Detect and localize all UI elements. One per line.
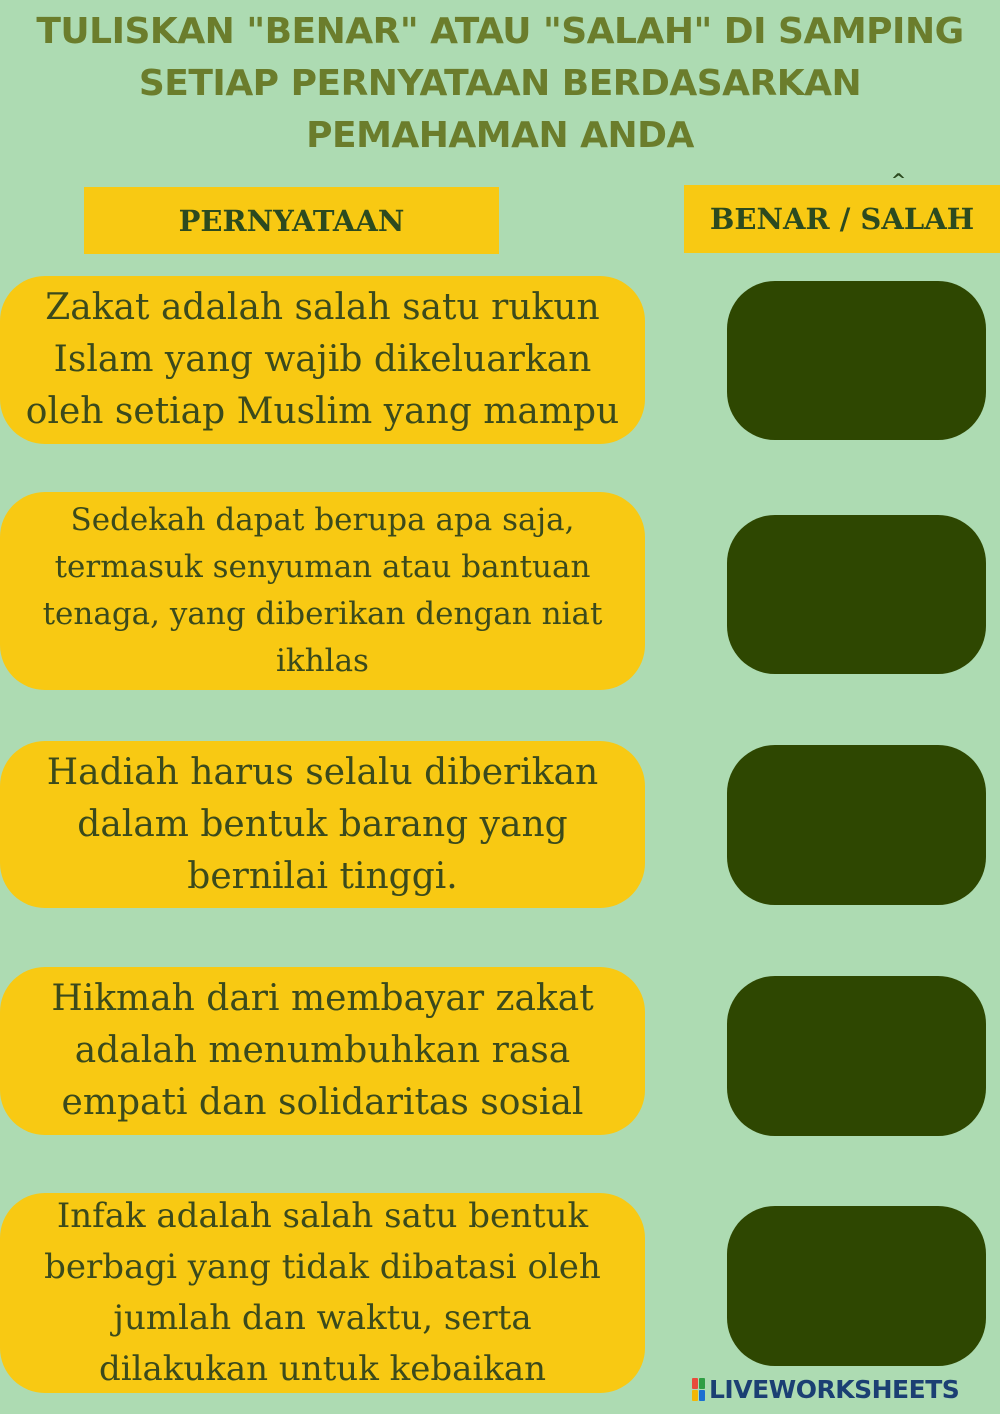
statement-card (0, 492, 645, 690)
statement-line: ikhlas (276, 643, 369, 679)
page-title (0, 6, 1000, 162)
logo-icon (692, 1378, 705, 1401)
statement-line: dilakukan untuk kebaikan (98, 1349, 547, 1389)
caret-mark: ^ (891, 170, 907, 191)
statement-line: empati dan solidaritas sosial (61, 1082, 584, 1123)
statement-line: oleh setiap Muslim yang mampu (25, 391, 620, 432)
logo-text: LIVEWORKSHEETS (709, 1374, 960, 1404)
statement-line: Islam yang wajib dikeluarkan (53, 339, 592, 380)
statement-column-header: PERNYATAAN (84, 187, 499, 254)
answer-input[interactable] (727, 281, 986, 440)
statement-line: bernilai tinggi. (187, 855, 458, 897)
logo-block (699, 1378, 705, 1389)
logo-block (692, 1378, 698, 1389)
statement-line: jumlah dan waktu, serta (113, 1298, 532, 1338)
title-line: PEMAHAMAN ANDA (306, 115, 694, 156)
statement-line: Zakat adalah salah satu rukun (45, 287, 600, 328)
statement-card (0, 1193, 645, 1393)
statement-line: Hikmah dari membayar zakat (51, 978, 594, 1019)
logo-block (699, 1390, 705, 1401)
answer-input[interactable] (727, 1206, 986, 1366)
answer-input[interactable] (727, 976, 986, 1136)
answer-column-header: BENAR / SALAH (684, 185, 1000, 253)
statement-card (0, 741, 645, 908)
statement-line: Infak adalah salah satu bentuk (56, 1196, 589, 1236)
statement-line: berbagi yang tidak dibatasi oleh (44, 1247, 601, 1287)
answer-input[interactable] (727, 745, 986, 905)
answer-input[interactable] (727, 515, 986, 674)
title-line: SETIAP PERNYATAAN BERDASARKAN (138, 63, 862, 104)
statement-line: Hadiah harus selalu diberikan (46, 751, 599, 793)
logo-block (692, 1390, 698, 1401)
statement-line: termasuk senyuman atau bantuan (54, 549, 591, 585)
title-line: TULISKAN "BENAR" ATAU "SALAH" DI SAMPING (36, 11, 964, 52)
statement-line: tenaga, yang diberikan dengan niat (42, 596, 603, 632)
liveworksheets-logo (692, 1374, 959, 1404)
statement-line: dalam bentuk barang yang (77, 803, 568, 845)
statement-card (0, 276, 645, 444)
statement-line: adalah menumbuhkan rasa (74, 1030, 571, 1071)
statement-line: Sedekah dapat berupa apa saja, (70, 502, 575, 538)
statement-card (0, 967, 645, 1135)
